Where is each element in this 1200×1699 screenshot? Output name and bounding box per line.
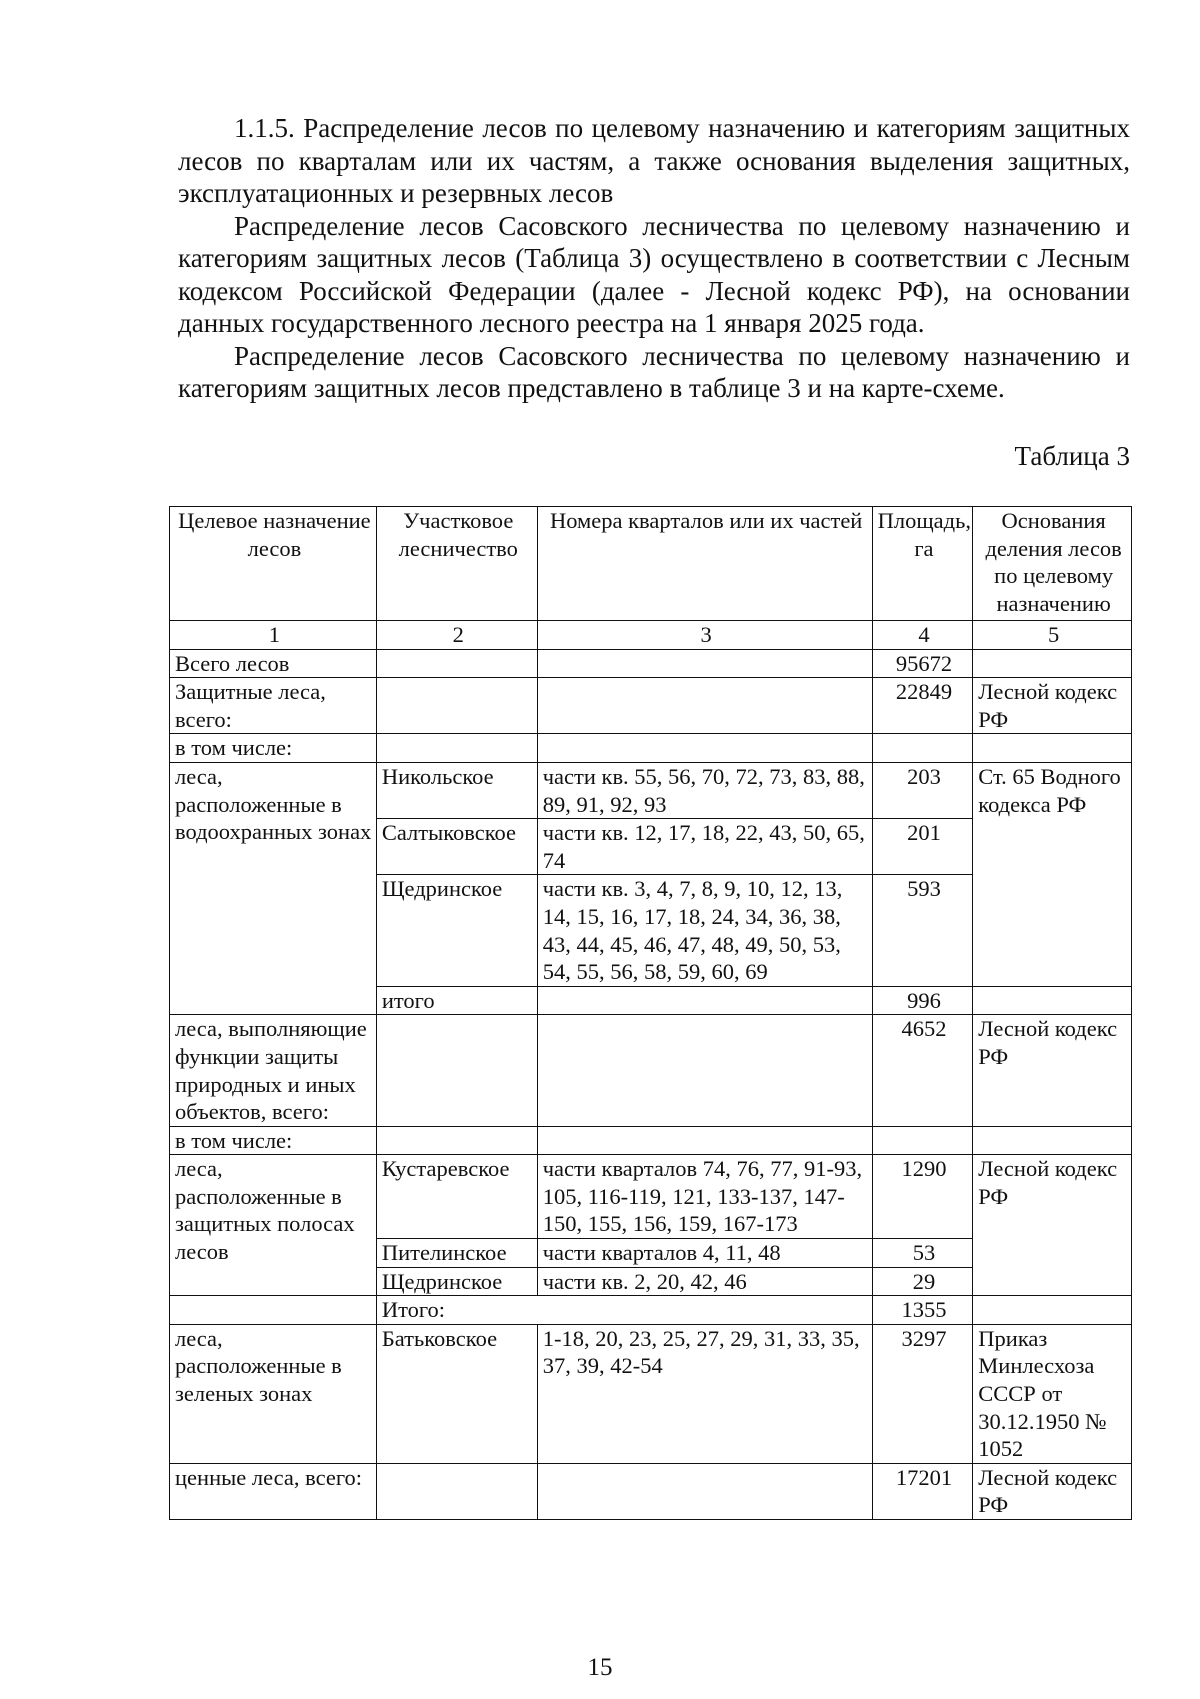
quarters-cell: части кв. 55, 56, 70, 72, 73, 83, 88, 89, 91, 92, 93 bbox=[537, 762, 872, 818]
header-purpose: Целевое назначение лесов bbox=[170, 507, 377, 621]
area-cell: 22849 bbox=[872, 678, 973, 734]
area-cell: 4652 bbox=[872, 1015, 973, 1126]
table-row bbox=[170, 649, 1132, 678]
table-caption: Таблица 3 bbox=[1014, 441, 1130, 471]
district-cell: Батьковское bbox=[376, 1324, 537, 1463]
basis-cell: Приказ Минлесхоза СССР от 30.12.1950 № 1052 bbox=[973, 1324, 1132, 1463]
main-text bbox=[178, 112, 1130, 405]
purpose-cell: Защитные леса, всего: bbox=[170, 678, 377, 734]
table-row bbox=[170, 1463, 1132, 1519]
table-row bbox=[170, 678, 1132, 734]
subtotal-area: 1355 bbox=[872, 1296, 973, 1325]
column-number-row bbox=[170, 621, 1132, 650]
quarters-cell: части кварталов 74, 76, 77, 91-93, 105, 116-119, 121, 133-137, 147-150, 155, 156, 159, 167-173 bbox=[537, 1155, 872, 1239]
col-number: 2 bbox=[376, 621, 537, 650]
table-row bbox=[170, 1296, 1132, 1325]
paragraph-1: Распределение лесов Сасовского лесничества по целевому назначению и категориям защитных лесов (Таблица 3) осуществлено в соответствии с Лесным кодексом Российской Федерации (далее - Лесной кодекс РФ), на основании данных государственного лесного реестра на 1 января 2025 года. bbox=[178, 210, 1130, 338]
purpose-cell: леса, расположенные в водоохранных зонах bbox=[170, 762, 377, 1014]
area-cell: 95672 bbox=[872, 649, 973, 678]
quarters-cell: части кв. 3, 4, 7, 8, 9, 10, 12, 13, 14, 15, 16, 17, 18, 24, 34, 36, 38, 43, 44, 45, 46, 47, 48, 49, 50, 53, 54, 55, 56, 58, 59, 60, 69 bbox=[537, 875, 872, 986]
district-cell: Щедринское bbox=[376, 875, 537, 986]
district-cell: Щедринское bbox=[376, 1267, 537, 1296]
table-row bbox=[170, 1324, 1132, 1463]
quarters-cell: части кв. 2, 20, 42, 46 bbox=[537, 1267, 872, 1296]
area-cell: 203 bbox=[872, 762, 973, 818]
forest-distribution-table bbox=[169, 506, 1132, 1520]
table-row bbox=[170, 1126, 1132, 1155]
basis-cell: Лесной кодекс РФ bbox=[973, 678, 1132, 734]
table-row bbox=[170, 762, 1132, 818]
district-cell: Никольское bbox=[376, 762, 537, 818]
col-number: 1 bbox=[170, 621, 377, 650]
district-cell: Пителинское bbox=[376, 1239, 537, 1268]
page-number: 15 bbox=[587, 1654, 613, 1681]
area-cell: 593 bbox=[872, 875, 973, 986]
subtotal-label: Итого: bbox=[376, 1296, 872, 1325]
quarters-cell: 1-18, 20, 23, 25, 27, 29, 31, 33, 35, 37, 39, 42-54 bbox=[537, 1324, 872, 1463]
area-cell: 17201 bbox=[872, 1463, 973, 1519]
purpose-cell: леса, расположенные в зеленых зонах bbox=[170, 1324, 377, 1463]
table-row bbox=[170, 1155, 1132, 1239]
table-row bbox=[170, 734, 1132, 763]
table-header-row bbox=[170, 507, 1132, 621]
basis-cell: Лесной кодекс РФ bbox=[973, 1463, 1132, 1519]
district-cell: Салтыковское bbox=[376, 819, 537, 875]
purpose-cell: Всего лесов bbox=[170, 649, 377, 678]
purpose-cell: леса, расположенные в защитных полосах лесов bbox=[170, 1155, 377, 1296]
header-quarters: Номера кварталов или их частей bbox=[537, 507, 872, 621]
quarters-cell: части кв. 12, 17, 18, 22, 43, 50, 65, 74 bbox=[537, 819, 872, 875]
purpose-cell: ценные леса, всего: bbox=[170, 1463, 377, 1519]
area-cell: 201 bbox=[872, 819, 973, 875]
col-number: 5 bbox=[973, 621, 1132, 650]
area-cell: 53 bbox=[872, 1239, 973, 1268]
table-row bbox=[170, 1015, 1132, 1126]
col-number: 3 bbox=[537, 621, 872, 650]
area-cell: 1290 bbox=[872, 1155, 973, 1239]
purpose-cell: в том числе: bbox=[170, 1126, 377, 1155]
district-cell: Кустаревское bbox=[376, 1155, 537, 1239]
header-district: Участковое лесничество bbox=[376, 507, 537, 621]
basis-cell: Лесной кодекс РФ bbox=[973, 1155, 1132, 1296]
basis-cell: Ст. 65 Водного кодекса РФ bbox=[973, 762, 1132, 986]
purpose-cell: в том числе: bbox=[170, 734, 377, 763]
subtotal-label: итого bbox=[376, 986, 537, 1015]
area-cell: 29 bbox=[872, 1267, 973, 1296]
basis-cell: Лесной кодекс РФ bbox=[973, 1015, 1132, 1126]
col-number: 4 bbox=[872, 621, 973, 650]
purpose-cell: леса, выполняющие функции защиты природных и иных объектов, всего: bbox=[170, 1015, 377, 1126]
paragraph-2: Распределение лесов Сасовского лесничества по целевому назначению и категориям защитных лесов представлено в таблице 3 и на карте-схеме. bbox=[178, 340, 1130, 403]
header-area: Площадь, га bbox=[872, 507, 973, 621]
header-basis: Основания деления лесов по целевому назначению bbox=[973, 507, 1132, 621]
section-heading: 1.1.5. Распределение лесов по целевому назначению и категориям защитных лесов по кварталам или их частям, а также основания выделения защитных, эксплуатационных и резервных лесов bbox=[178, 113, 1130, 208]
quarters-cell: части кварталов 4, 11, 48 bbox=[537, 1239, 872, 1268]
subtotal-area: 996 bbox=[872, 986, 973, 1015]
area-cell: 3297 bbox=[872, 1324, 973, 1463]
